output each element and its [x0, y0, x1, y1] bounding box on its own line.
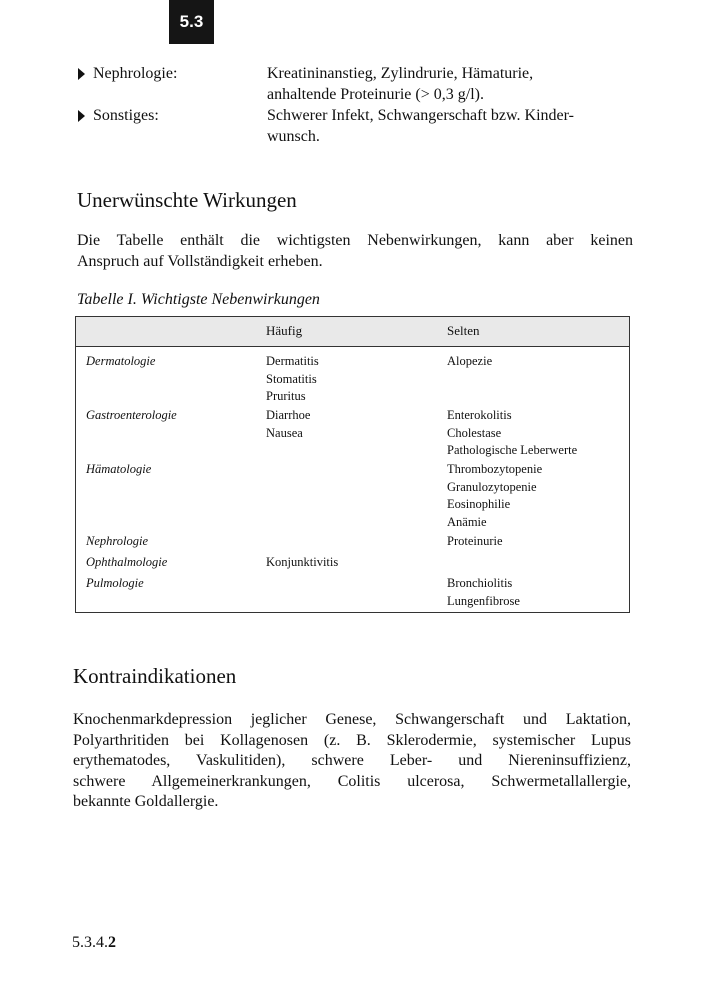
page-number-bold: 2 [108, 934, 116, 951]
triangle-bullet-icon [78, 68, 85, 80]
text-line: Polyarthritiden bei Kollagenosen (z. B. Sklerodermie, systemischer Lupus [73, 731, 631, 749]
section-badge [169, 0, 214, 44]
frequent-cell [266, 554, 338, 572]
definition-list [77, 63, 637, 147]
cell-entry: Bronchiolitis [447, 576, 513, 590]
definition-row [77, 105, 637, 147]
side-effects-table [75, 316, 630, 613]
rare-cell [447, 353, 492, 371]
text-line: Knochenmarkdepression jeglicher Genese, Schwangerschaft und Laktation, [73, 711, 631, 728]
rare-cell [447, 407, 577, 460]
intro-line: Anspruch auf Vollständigkeit erheben. [77, 252, 323, 270]
contraindications-heading: Kontraindikationen [73, 664, 237, 688]
table-header [76, 317, 629, 347]
description-line: Kreatininanstieg, Zylindrurie, Hämaturie, [267, 65, 534, 82]
frequent-cell [266, 353, 319, 406]
text-line: schwere Allgemeinerkrankungen, Colitis ulcerosa, Schwermetallallergie, [73, 772, 631, 790]
cell-entry: Eosinophilie [447, 497, 511, 511]
column-header-frequent: Häufig [266, 323, 303, 338]
table-caption: Tabelle I. Wichtigste Nebenwirkungen [77, 291, 320, 308]
row-category: Pulmologie [86, 576, 144, 590]
term-label: Sonstiges: [93, 107, 159, 124]
description-line: wunsch. [267, 128, 320, 145]
cell-entry: Lungenfibrose [447, 593, 520, 608]
cell-entry: Diarrhoe [266, 408, 311, 422]
rare-cell [447, 461, 542, 531]
triangle-bullet-icon [78, 110, 85, 122]
frequent-cell [266, 407, 310, 442]
cell-entry: Enterokolitis [447, 408, 512, 422]
column-header-rare: Selten [447, 323, 480, 338]
cell-entry: Pathologische Leberwerte [447, 443, 578, 457]
cell-entry: Dermatitis [266, 354, 319, 368]
row-category: Gastroenterologie [86, 408, 177, 422]
term-label: Nephrologie: [93, 65, 178, 82]
intro-line: Die Tabelle enthält die wichtigsten Nebenwirkungen, kann aber keinen [77, 232, 633, 249]
cell-entry: Pruritus [266, 389, 306, 403]
definition-description [267, 105, 637, 147]
description-line: anhaltende Proteinurie (> 0,3 g/l). [267, 86, 484, 103]
section-number: 5.3 [179, 12, 204, 31]
side-effects-intro [77, 231, 633, 272]
cell-entry: Granulozytopenie [447, 479, 537, 494]
rare-cell [447, 533, 503, 551]
definition-term [77, 105, 267, 147]
rare-cell [447, 575, 520, 610]
text-line: erythematodes, Vaskulitiden), schwere Leber- und Niereninsuffizienz, [73, 752, 631, 769]
row-category: Dermatologie [86, 354, 156, 368]
cell-entry: Proteinurie [447, 534, 503, 548]
description-line: Schwerer Infekt, Schwangerschaft bzw. Kinder- [267, 107, 574, 124]
page-number-prefix: 5.3.4. [72, 934, 108, 951]
cell-entry: Konjunktivitis [266, 555, 339, 569]
row-category: Nephrologie [86, 534, 149, 548]
side-effects-heading: Unerwünschte Wirkungen [77, 188, 297, 212]
definition-description [267, 63, 637, 105]
contraindications-text [73, 710, 631, 813]
cell-entry: Thrombozytopenie [447, 462, 543, 476]
cell-entry: Nausea [266, 425, 303, 440]
row-category: Ophthalmologie [86, 555, 168, 569]
row-category: Hämatologie [86, 462, 152, 476]
cell-entry: Stomatitis [266, 371, 317, 386]
cell-entry: Anämie [447, 514, 487, 529]
cell-entry: Alopezie [447, 354, 493, 368]
definition-term [77, 63, 267, 105]
text-line: bekannte Goldallergie. [73, 793, 219, 810]
page-number [72, 934, 116, 952]
definition-row [77, 63, 637, 105]
cell-entry: Cholestase [447, 425, 502, 440]
